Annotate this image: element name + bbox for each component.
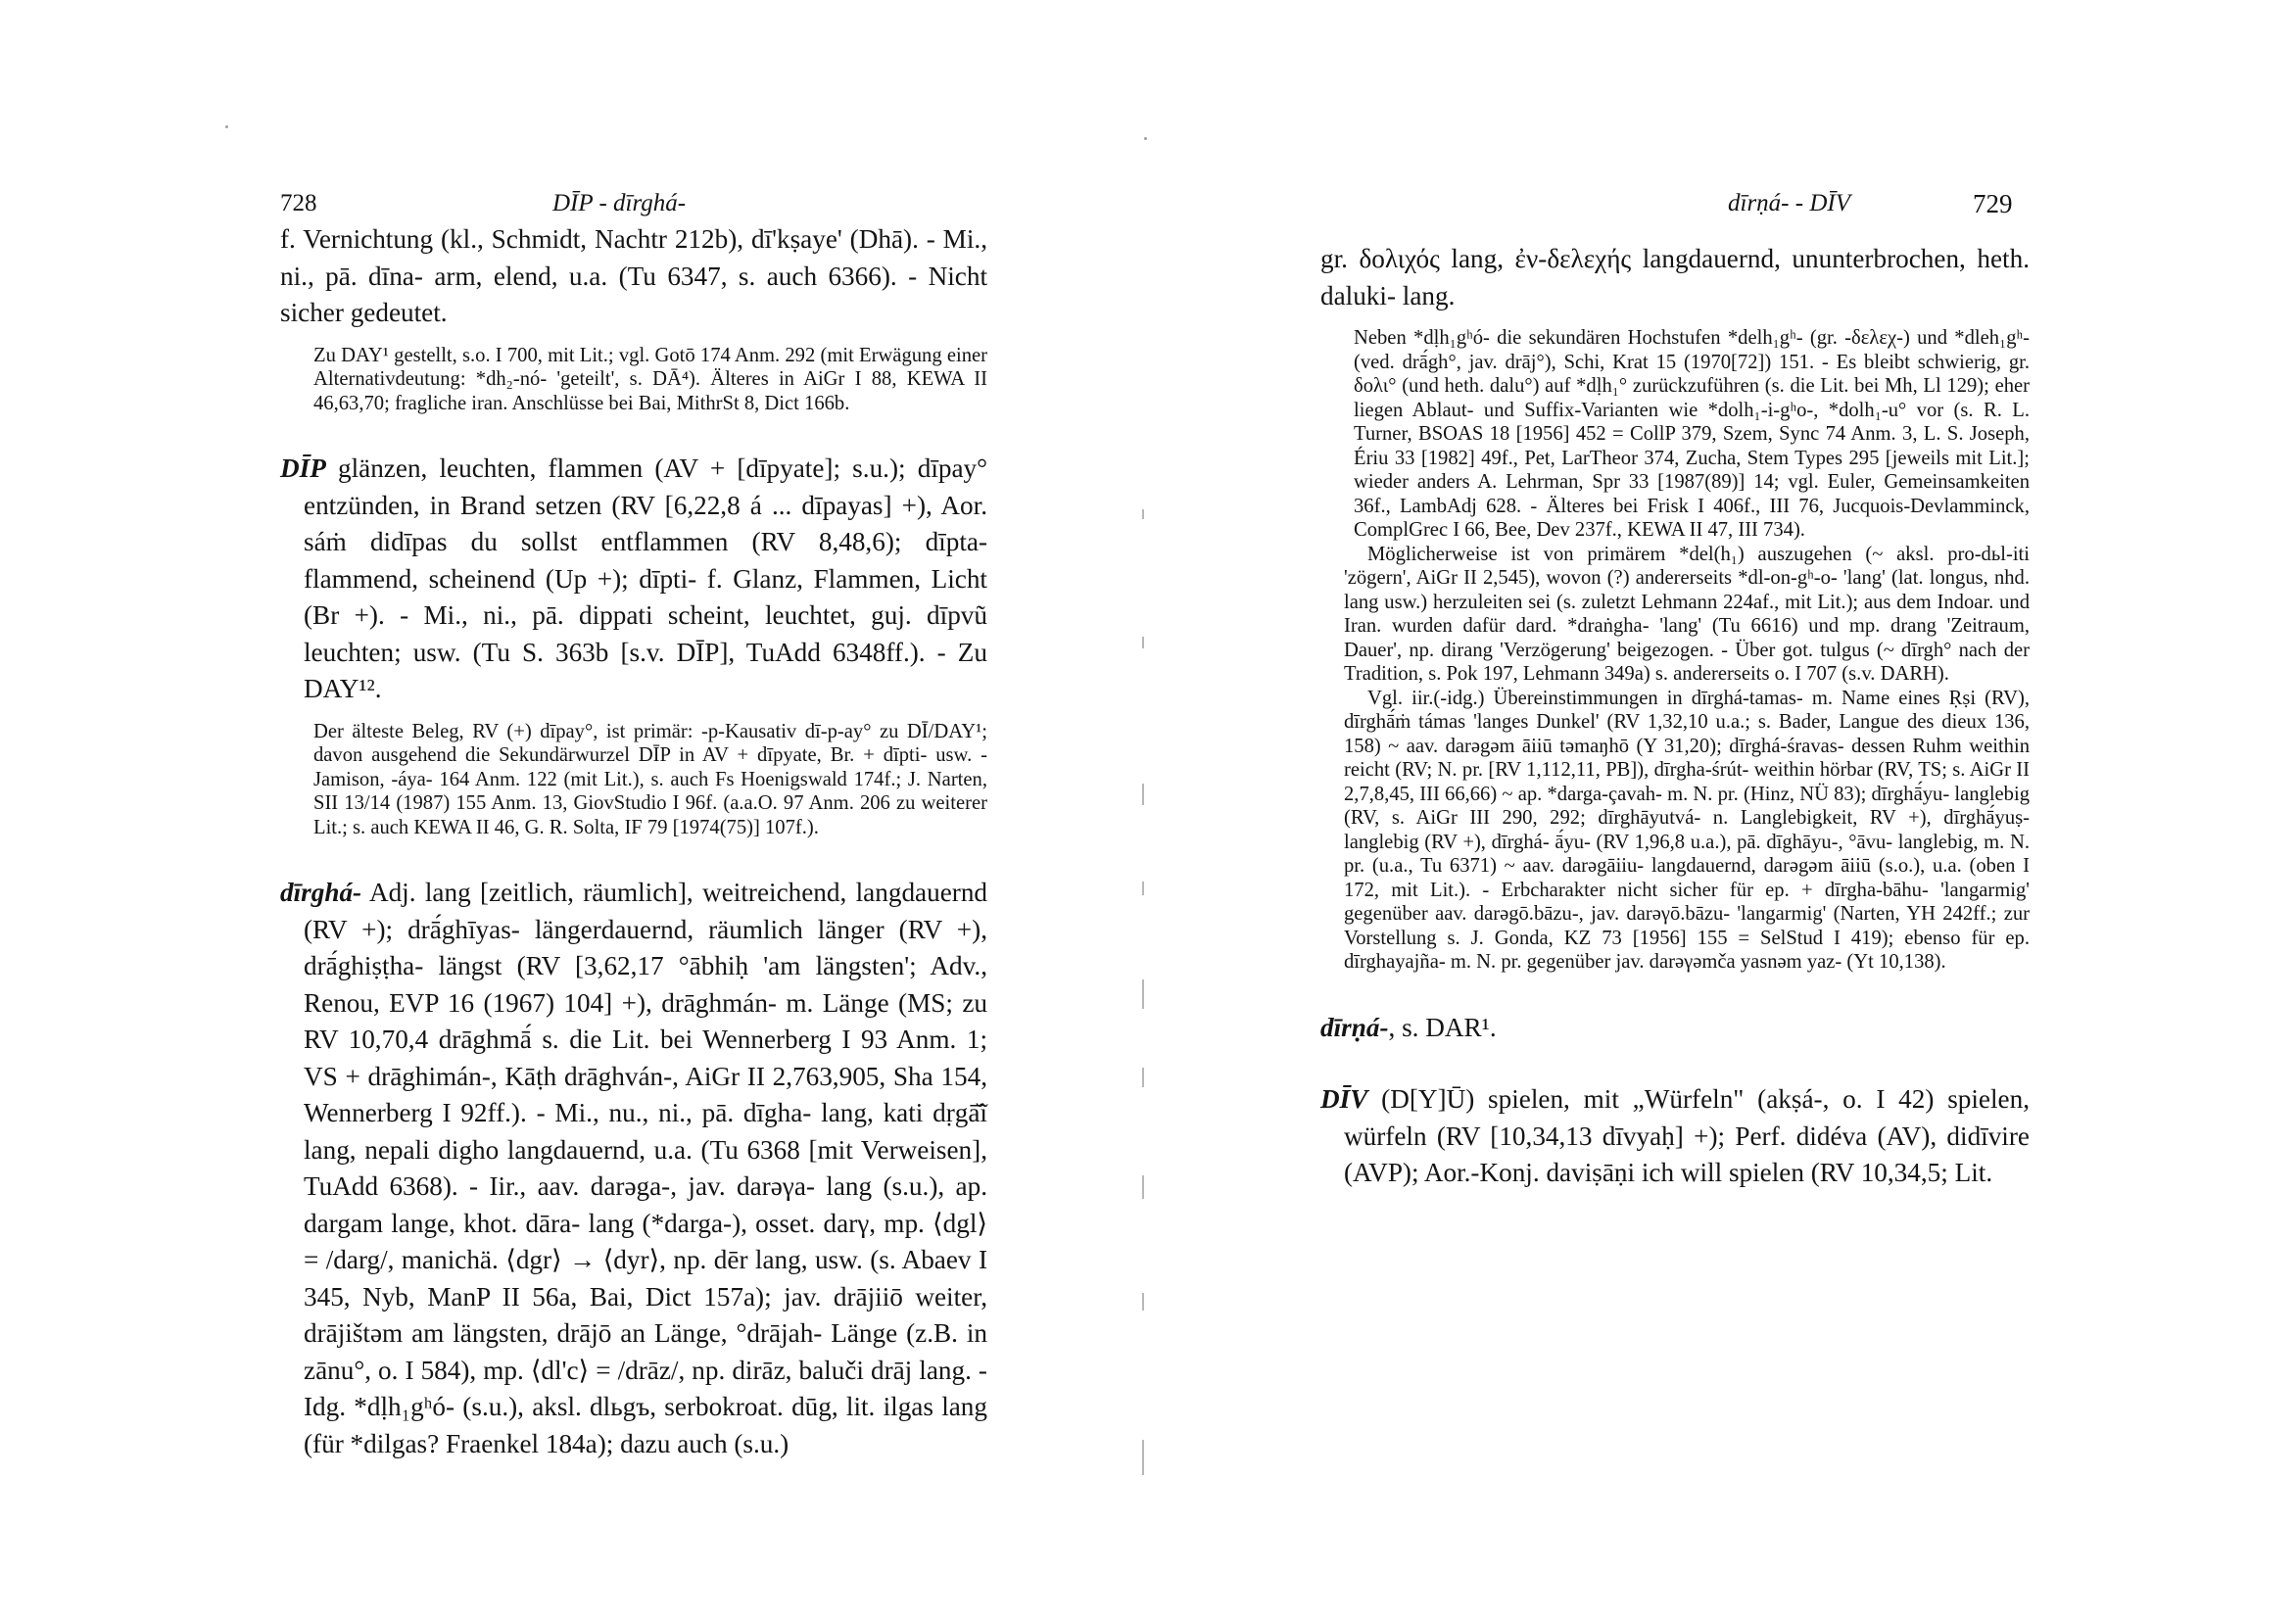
note-paragraph: Vgl. iir.(-idg.) Übereinstimmungen in dīrghá-tamas- m. Name eines Ṛṣi (RV), dīrghā́ṁ támas 'langes Dunkel' (RV 1,32,10 u.a.; s. Bader, Langue des dieux 136, 158) ~ aav. darəgəm āiiū təmaŋhō (Y 31,20); dīrghá-śravas- dessen Ruhm weithin reicht (RV; N. pr. [RV 1,112,11, PB]), dīrgha-śrút- weithin hörbar (RV, TS; s. AiGr II 2,7,8,45, III 66,66) ~ ap. *darga-çavah- m. N. pr. (Hinz, NÜ 83); dīrghā́yu- langlebig (RV, s. AiGr III 290, 292; dīrghāyutvá- n. Langlebigkeit, RV +), dīrghā́yuṣ- langlebig (RV +), dīrghá- ā́yu- (RV 1,96,8 u.a.), pā. dīghāyu-, °āvu- langlebig, m. N. pr. (u.a., Tu 6371) ~ aav. darəgāiiu- langdauernd, darəgəm āiiū (s.o.), u.a. (oben I 172, mit Lit.). - Erbcharakter nicht sicher für ep. + dīrgha-bāhu- 'langarmig' gegenüber aav. darəgō.bāzu-, jav. darəγō.bāzu- 'langarmig' (Narten, YH 242ff.; zur Vorstellung s. J. Gonda, KZ 73 [1956] 155 = SelStud I 419); ebenso für ep. dīrghayajña- m. N. pr. gegenüber jav. darəγəmča yasnəm yaz- (Yt 10,138). [1344, 687, 2030, 973]
gutter-mark [1142, 1293, 1144, 1311]
lemma-headword: dīrghá- [280, 878, 362, 907]
entry-dip [280, 451, 987, 708]
left-column [280, 221, 987, 1462]
scan-speck [225, 125, 228, 128]
note-paragraph: Zu DAY¹ gestellt, s.o. I 700, mit Lit.; vgl. Gotō 174 Anm. 292 (mit Erwägung einer Alternativdeutung: *dh₂-nó- 'geteilt', s. DĀ⁴). Älteres in AiGr I 88, KEWA II 46,63,70; fragliche iran. Anschlüsse bei Bai, MithrSt 8, Dict 166b. [313, 344, 987, 414]
right-column [1320, 241, 2030, 1192]
lemma-headword: dīrṇá- [1320, 1012, 1389, 1042]
entry-text: glänzen, leuchten, flammen (AV + [dīpyate]; s.u.); dīpay° entzünden, in Brand setzen (RV [6,22,8 á ... dīpayas] +), Aor. sáṁ didīpas du sollst entflammen (RV 8,48,6); dīpta- flammend, scheinend (Up +); dīpti- f. Glanz, Flammen, Licht (Br +). - Mi., ni., pā. dippati scheint, leuchtet, guj. dīpvũ leuchten; usw. (Tu S. 363b [s.v. DĪP], TuAdd 6348ff.). - Zu DAY¹². [304, 453, 988, 703]
page-number: 728 [280, 190, 317, 216]
note-paragraph: Neben *dḷh₁gʰó- die sekundären Hochstufen *delh₁gʰ- (gr. -δελεχ-) und *dleh₁gʰ- (ved. drā́gh°, jav. drāj°), Schi, Krat 15 (1970[72]) 151. - Es bleibt schwierig, gr. δολι° (und heth. dalu°) auf *dḷh₁° zurückzuführen (s. die Lit. bei Mh, Ll 129); eher liegen Ablaut- und Suffix-Varianten wie *dolh₁-i-gʰo-, *dolh₁-u° vor (s. R. L. Turner, BSOAS 18 [1956] 452 = CollP 379, Szem, Sync 74 Anm. 3, L. S. Joseph, Ériu 33 [1982] 49f., Pet, LarTheor 374, Zucha, Stem Types 295 [jeweils mit Lit.]; wieder anders A. Lehrman, Spr 33 [1987(89)] 14; vgl. Euler, Gemeinsamkeiten 36f., LambAdj 628. - Älteres bei Frisk I 406f., III 76, Jucquois-Devlamminck, ComplGrec I 66, Bee, Dev 237f., KEWA II 47, III 734). [1354, 327, 2030, 541]
gutter-mark [1142, 784, 1144, 805]
gutter-mark [1142, 637, 1144, 648]
gutter-mark [1142, 882, 1144, 895]
entry-text: (D[Y]Ū) spielen, mit „Würfeln" (akṣá-, o. I 42) spielen, würfeln (RV [10,34,13 dīvyaḥ] +); Perf. didéva (AV), didīvire (AVP); Aor.-Konj. daviṣāṇi ich will spielen (RV 10,34,5; Lit. [1344, 1084, 2030, 1187]
gutter-mark [1142, 509, 1144, 519]
lemma-headword: DĪP [280, 453, 326, 483]
entry-dirna [1320, 1010, 2030, 1047]
gutter-mark [1142, 1175, 1144, 1199]
right-page [1148, 0, 2296, 1622]
scan-speck [1144, 137, 1147, 140]
gutter-mark [1142, 1068, 1144, 1087]
running-head: dīrṇá- - DĪV [1728, 190, 1850, 216]
running-head: DĪP - dīrghá- [552, 190, 687, 216]
gutter-mark [1142, 1440, 1144, 1475]
note-paragraph: Der älteste Beleg, RV (+) dīpay°, ist primär: -p-Kausativ dī-p-ay° zu DĪ/DAY¹; davon ausgehend die Sekundärwurzel DĪP in AV + dīpyate, Br. + dīpti- usw. - Jamison, -áya- 164 Anm. 122 (mit Lit.), s. auch Fs Hoenigswald 174f.; J. Narten, SII 13/14 (1987) 155 Anm. 13, GiovStudio I 96f. (a.a.O. 97 Anm. 206 zu weiterer Lit.; s. auch KEWA II 46, G. R. Solta, IF 79 [1974(75)] 107f.). [313, 720, 987, 838]
note-paragraph: Möglicherweise ist von primärem *del(h₁) auszugehen (~ aksl. pro-dьl-iti 'zögern', AiGr II 2,545), wovon (?) andererseits *dl-on-gʰ-o- 'lang' (lat. longus, nhd. lang usw.) herzuleiten sei (s. zuletzt Lehmann 224af., mit Lit.); aus dem Indoar. und Iran. wurden dafür dard. *draṅgha- 'lang' (Tu 6616) und mp. drang 'Zeitraum, Dauer', np. dirang 'Verzögerung' beigezogen. - Über got. tulgus (~ dīrgh° nach der Tradition, s. Pok 197, Lehmann 349a) s. andererseits o. I 707 (s.v. DARH). [1344, 543, 2030, 685]
entry-dirgha [280, 875, 987, 1462]
gutter-mark [1142, 979, 1144, 1009]
entry-text: Adj. lang [zeitlich, räumlich], weitreichend, langdauernd (RV +); drā́ghīyas- längerdauernd, räumlich länger (RV +), drā́ghiṣṭha- längst (RV [3,62,17 °ābhiḥ 'am längsten'; Adv., Renou, EVP 16 (1967) 104] +), drāghmán- m. Länge (MS; zu RV 10,70,4 drāghmā́ s. die Lit. bei Wennerberg I 93 Anm. 1; VS + drāghimán-, Kāṭh drāghván-, AiGr II 2,763,905, Sha 154, Wennerberg I 92ff.). - Mi., nu., ni., pā. dīgha- lang, kati dṛgā̆ĩ lang, nepali digho langdauernd, u.a. (Tu 6368 [mit Verweisen], TuAdd 6368). - Iir., aav. darəga-, jav. darəγa- lang (s.u.), ap. dargam lange, khot. dāra- lang (*darga-), osset. darγ, mp. ⟨dgl⟩ = /darg/, manichä. ⟨dgr⟩ → ⟨dyr⟩, np. dēr lang, usw. (s. Abaev I 345, Nyb, ManP II 56a, Bai, Dict 157a); jav. drājiiō weiter, drājištəm am längsten, drājō an Länge, °drājah- Länge (z.B. in zānu°, o. I 584), mp. ⟨dl'c⟩ = /drāz/, np. dirāz, baluči drāj lang. - Idg. *dḷh₁gʰó- (s.u.), aksl. dlьgъ, serbokroat. dūg, lit. ilgas lang (für *dilgas? Fraenkel 184a); dazu auch (s.u.) [304, 878, 988, 1458]
entry-text: , s. DAR¹. [1388, 1012, 1497, 1042]
lemma-headword: DĪV [1320, 1084, 1368, 1114]
entry-continuation: gr. δολιχός lang, ἐν-δελεχής langdauernd, ununterbrochen, heth. daluki- lang. [1320, 244, 2030, 310]
page-number: 729 [1973, 189, 2013, 218]
entry-continuation: f. Vernichtung (kl., Schmidt, Nachtr 212b), dī'kṣaye' (Dhā). - Mi., ni., pā. dīna- arm, elend, u.a. (Tu 6347, s. auch 6366). - Nicht sicher gedeutet. [280, 224, 987, 327]
entry-div [1320, 1081, 2030, 1192]
